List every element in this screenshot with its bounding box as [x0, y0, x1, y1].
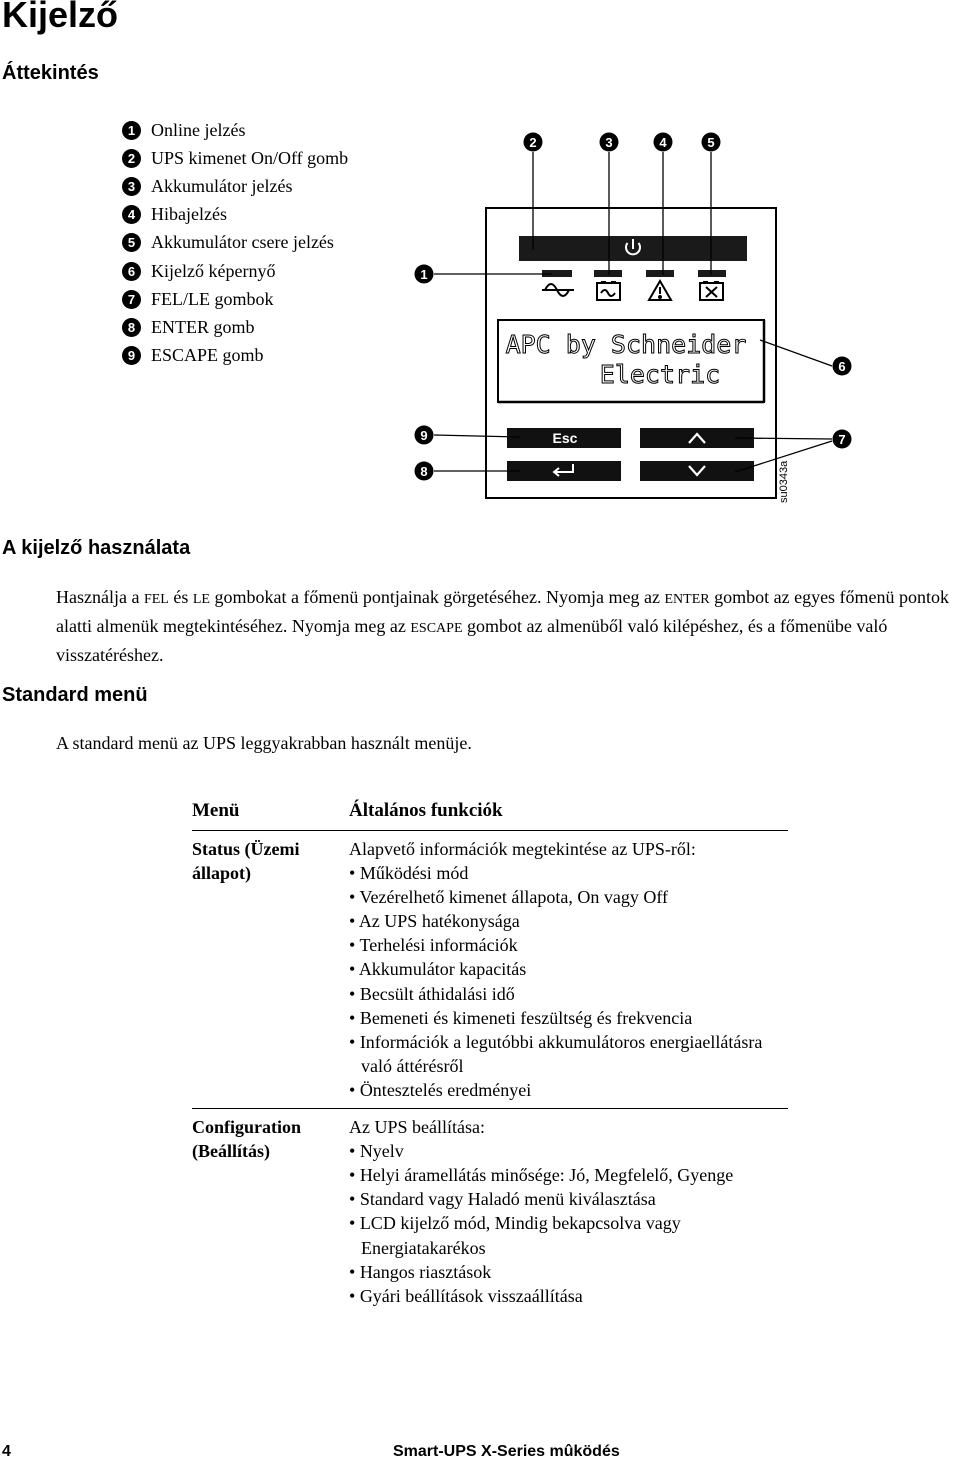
list-item: • Az UPS hatékonysága [349, 909, 788, 933]
esc-button-label: Esc [552, 430, 578, 446]
list-item: • Helyi áramellátás minősége: Jó, Megfelelő, Gyenge [349, 1163, 788, 1187]
list-item: • Működési mód [349, 861, 788, 885]
online-sine-icon [542, 284, 574, 296]
figure-id: su0343a [778, 460, 790, 503]
legend-item [122, 342, 348, 370]
legend-label: Hibajelzés [151, 204, 227, 225]
table-row [192, 1109, 788, 1314]
replace-battery-icon [700, 282, 723, 300]
menu-name: Status (Üzemi állapot) [192, 831, 349, 1109]
standard-menu-heading: Standard menü [2, 684, 148, 706]
legend-item [122, 201, 348, 229]
footer-title: Smart-UPS X-Series mûködés [393, 1443, 620, 1460]
table-header-row [192, 800, 788, 831]
legend-label: FEL/LE gombok [151, 288, 274, 309]
list-item: • Standard vagy Haladó menü kiválasztása [349, 1187, 788, 1211]
callout-number: 8 [122, 318, 141, 337]
key-escape: ESCAPE [410, 621, 463, 636]
legend-label: Online jelzés [151, 119, 246, 140]
leader-lines [434, 152, 832, 472]
list-item: • Nyelv [349, 1139, 788, 1163]
callout-number: 6 [122, 262, 141, 281]
list-item: • Bemeneti és kimeneti feszültség és frekvencia [349, 1006, 788, 1030]
usage-heading: A kijelző használata [2, 537, 191, 559]
lcd-line-1: APC by Schneider [505, 330, 747, 359]
key-fel: FEL [143, 592, 169, 607]
list-item: • Hangos riasztások [349, 1260, 788, 1284]
list-item: • Terhelési információk [349, 933, 788, 957]
col-header-menu: Menü [192, 800, 240, 821]
callout-4-label: 4 [659, 135, 667, 150]
battery-led [594, 270, 622, 277]
legend-item [122, 257, 348, 285]
legend-item [122, 313, 348, 341]
battery-icon [597, 282, 620, 300]
callout-number: 5 [122, 233, 141, 252]
callout-number: 3 [122, 177, 141, 196]
callout-1-label: 1 [420, 267, 428, 282]
list-item: • Információk a legutóbbi akkumulátoros energiaellátásra való áttérésről [349, 1030, 788, 1078]
legend-item [122, 116, 348, 144]
overview-heading: Áttekintés [2, 62, 99, 84]
legend-label: ENTER gomb [151, 316, 255, 337]
list-item: • Becsült áthidalási idő [349, 982, 788, 1006]
legend-label: Kijelző képernyő [151, 260, 276, 281]
legend-label: UPS kimenet On/Off gomb [151, 147, 349, 168]
lcd-line-2: Electric [599, 360, 721, 389]
legend-label: Akkumulátor jelzés [151, 175, 293, 196]
legend-item [122, 229, 348, 257]
legend-item [122, 144, 348, 172]
table-row [192, 831, 788, 1109]
callout-number: 1 [122, 121, 141, 140]
callout-legend [122, 116, 348, 370]
menu-name: Configuration (Beállítás) [192, 1109, 349, 1314]
replace-battery-led [698, 270, 726, 277]
page-number: 4 [2, 1443, 11, 1460]
col-header-functions: Általános funkciók [349, 800, 503, 821]
callout-3-label: 3 [605, 135, 613, 150]
list-item: • LCD kijelző mód, Mindig bekapcsolva vagy Energiatakarékos [349, 1211, 788, 1259]
callout-5-label: 5 [707, 135, 715, 150]
menu-table [192, 800, 788, 1314]
standard-menu-intro: A standard menü az UPS leggyakrabban használt menüje. [56, 733, 472, 753]
display-panel-diagram [400, 125, 860, 510]
legend-item [122, 172, 348, 200]
callout-7-label: 7 [838, 432, 846, 447]
usage-paragraph: Használja a FEL és LE gombokat a főmenü pontjainak görgetéséhez. Nyomja meg az ENTER gombot az egyes főmenü pontok alatti almenük megtekintéséhez. Nyomja meg az ESCAPE gombot az almenüből való kilépéshez, és a főmenübe való visszatéréshez. [56, 587, 950, 665]
callout-number: 7 [122, 290, 141, 309]
functions-intro: Alapvető információk megtekintése az UPS-ről: [349, 839, 696, 859]
menu-functions [349, 831, 788, 1109]
callout-9-label: 9 [420, 428, 428, 443]
callout-number: 9 [122, 346, 141, 365]
key-le: LE [192, 592, 210, 607]
list-item: • Gyári beállítások visszaállítása [349, 1284, 788, 1308]
callout-2-label: 2 [529, 135, 537, 150]
callout-number: 4 [122, 205, 141, 224]
callout-6-label: 6 [838, 359, 846, 374]
functions-intro: Az UPS beállítása: [349, 1117, 485, 1138]
legend-label: ESCAPE gomb [151, 345, 264, 366]
callout-number: 2 [122, 149, 141, 168]
menu-functions [349, 1109, 788, 1314]
list-item: • Vezérelhető kimenet állapota, On vagy Off [349, 885, 788, 909]
fault-led [646, 270, 674, 277]
legend-label: Akkumulátor csere jelzés [151, 232, 334, 253]
warning-icon [649, 281, 671, 300]
key-enter: ENTER [664, 592, 710, 607]
page-title: Kijelző [2, 0, 119, 35]
list-item: • Öntesztelés eredményei [349, 1078, 788, 1102]
list-item: • Akkumulátor kapacitás [349, 957, 788, 981]
legend-item [122, 285, 348, 313]
callout-8-label: 8 [420, 464, 428, 479]
